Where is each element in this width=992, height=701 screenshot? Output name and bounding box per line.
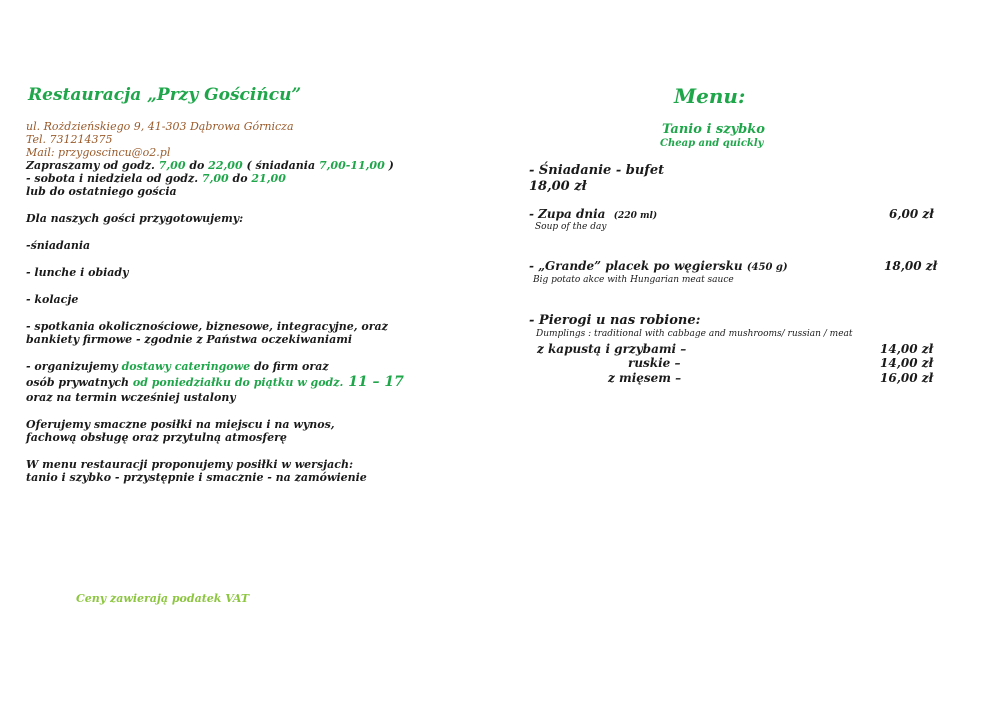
hours-time: 7,00 xyxy=(158,159,186,172)
events-line-1: - spotkania okolicznościowe, biznesowe, integracyjne, oraz xyxy=(26,320,388,333)
hours-time: 7,00-11,00 xyxy=(318,159,385,172)
soup-english: Soup of the day xyxy=(535,222,607,232)
offer-item-lunch: - lunche i obiady xyxy=(26,266,129,279)
catering-highlight: dostawy cateringowe xyxy=(121,360,251,373)
opening-hours-line-2 xyxy=(26,172,286,185)
offer-line-2: fachową obsługę oraz przytulną atmosferę xyxy=(26,431,287,444)
pierogi-row-meat-label: z mięsem – xyxy=(608,371,682,385)
soup-price: 6,00 zł xyxy=(889,207,934,221)
dish-name: - Zupa dnia xyxy=(529,207,606,221)
grande-name xyxy=(529,259,788,274)
mail: Mail: przygoscincu@o2.pl xyxy=(26,146,171,159)
hours-text: ( śniadania xyxy=(242,159,319,172)
hours-text: Zapraszamy od godz. xyxy=(26,159,159,172)
catering-highlight: od poniedziałku do piątku w godz. xyxy=(132,376,344,389)
menu-subtitle-en: Cheap and quickly xyxy=(660,138,764,149)
catering-text: do firm oraz xyxy=(250,360,329,373)
offer-item-dinner: - kolacje xyxy=(26,293,79,306)
dish-name: - „Grande” placek po węgiersku xyxy=(529,259,743,273)
catering-hours: 11 – 17 xyxy=(343,374,404,390)
catering-line-1 xyxy=(26,360,329,373)
hours-text: ) xyxy=(384,159,394,172)
pierogi-english: Dumplings : traditional with cabbage and mushrooms/ russian / meat xyxy=(536,329,853,339)
pierogi-row-cabbage-label: z kapustą i grzybami – xyxy=(537,342,687,356)
catering-text: - organizujemy xyxy=(26,360,122,373)
dish-size: (450 g) xyxy=(746,262,788,273)
grande-english: Big potato akce with Hungarian meat sauce xyxy=(533,275,734,285)
catering-line-3: oraz na termin wcześniej ustalony xyxy=(26,391,236,404)
pierogi-row-ruskie-price: 14,00 zł xyxy=(880,356,934,370)
hours-text: do xyxy=(228,172,252,185)
versions-line-1: W menu restauracji proponujemy posiłki w wersjach: xyxy=(26,458,354,471)
hours-time: 22,00 xyxy=(208,159,243,172)
breakfast-price: 18,00 zł xyxy=(529,179,587,194)
catering-line-2 xyxy=(26,376,404,389)
hours-text: do xyxy=(185,159,209,172)
pierogi-name: - Pierogi u nas robione: xyxy=(529,313,701,328)
pierogi-row-cabbage-price: 14,00 zł xyxy=(880,342,934,356)
breakfast-name: - Śniadanie - bufet xyxy=(529,163,665,178)
restaurant-title: Restauracja „Przy Gościńcu” xyxy=(28,85,302,105)
catering-text: osób prywatnych xyxy=(26,376,133,389)
vat-note: Ceny zawierają podatek VAT xyxy=(76,592,250,605)
offer-item-breakfast: -śniadania xyxy=(26,239,91,252)
prepare-heading: Dla naszych gości przygotowujemy: xyxy=(26,212,244,225)
dish-size: (220 ml) xyxy=(613,211,658,221)
versions-line-2: tanio i szybko - przystępnie i smacznie - na zamówienie xyxy=(26,471,367,484)
offer-line-1: Oferujemy smaczne posiłki na miejscu i na wynos, xyxy=(26,418,335,431)
opening-hours-line-3: lub do ostatniego gościa xyxy=(26,185,177,198)
grande-price: 18,00 zł xyxy=(884,259,938,273)
phone: Tel. 731214375 xyxy=(26,133,113,146)
hours-text: - sobota i niedziela od godz. xyxy=(26,172,202,185)
events-line-2: bankiety firmowe - zgodnie z Państwa oczekiwaniami xyxy=(26,333,353,346)
menu-subtitle: Tanio i szybko xyxy=(662,122,765,137)
hours-time: 21,00 xyxy=(251,172,286,185)
address: ul. Rożdzieńskiego 9, 41-303 Dąbrowa Górnicza xyxy=(26,120,294,133)
menu-title: Menu: xyxy=(674,84,746,108)
hours-time: 7,00 xyxy=(201,172,229,185)
pierogi-row-ruskie-label: ruskie – xyxy=(628,356,681,370)
opening-hours-line-1 xyxy=(26,159,394,172)
pierogi-row-meat-price: 16,00 zł xyxy=(880,371,934,385)
soup-name xyxy=(529,207,657,222)
